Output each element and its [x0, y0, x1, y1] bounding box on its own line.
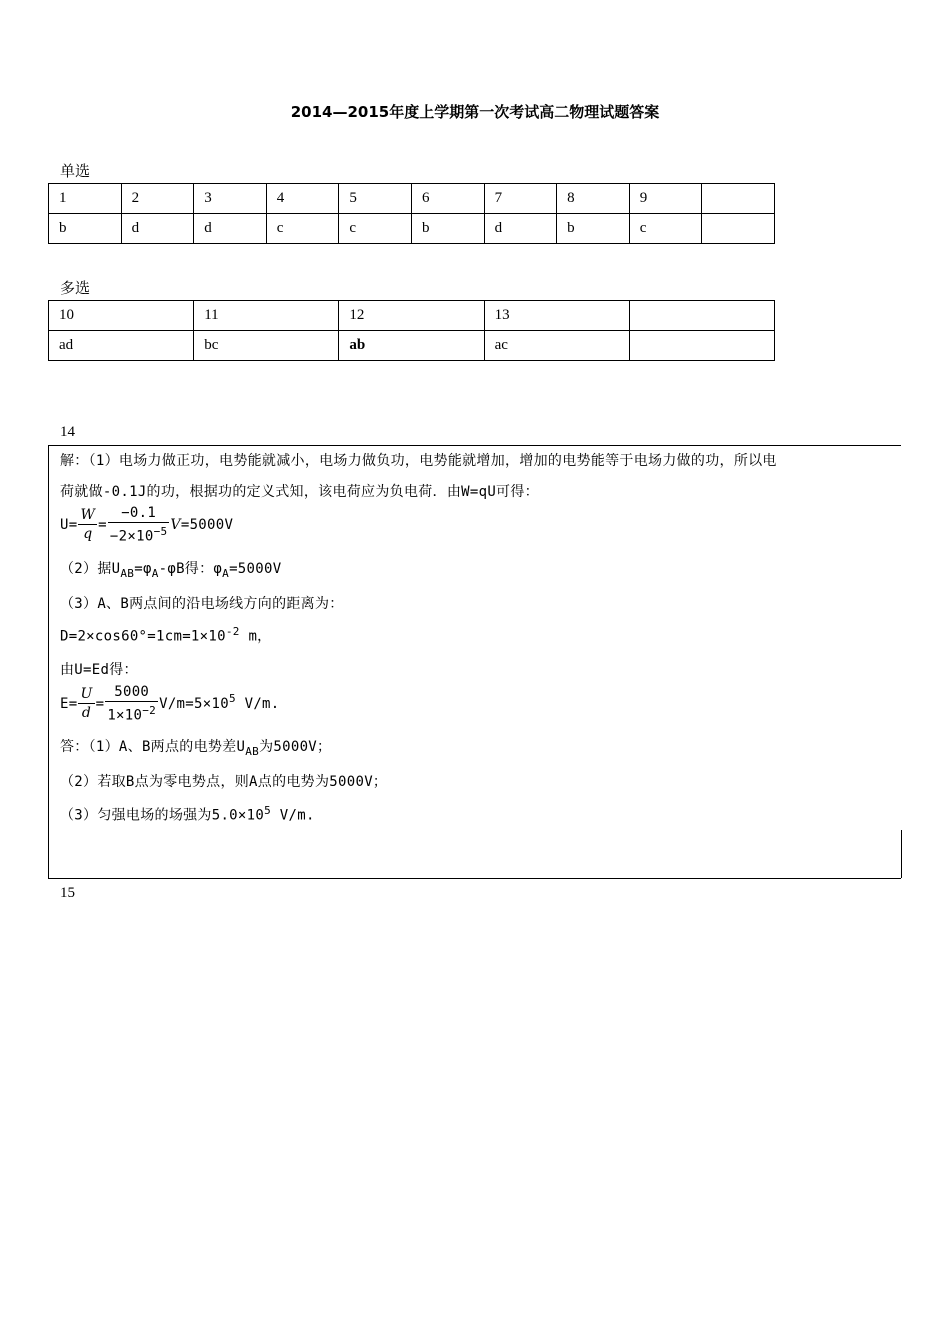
unit-v: V [170, 516, 181, 533]
table-cell: ac [484, 331, 629, 361]
fraction-value [105, 683, 158, 725]
table-cell [629, 331, 774, 361]
exponent: −2 [142, 704, 157, 717]
table-cell [702, 214, 775, 244]
table-cell: d [121, 214, 194, 244]
table-cell: d [194, 214, 267, 244]
fraction-denominator [108, 523, 170, 546]
table-row [49, 184, 775, 214]
table-cell: c [339, 214, 412, 244]
single-choice-label: 单选 [60, 162, 91, 180]
table-cell: bc [194, 331, 339, 361]
text-part: =5000V [229, 561, 282, 577]
formula-equals: = [95, 695, 105, 712]
exponent: −5 [153, 525, 168, 538]
formula-u-prefix: U= [60, 516, 78, 533]
fraction-numerator: U [80, 686, 93, 703]
table-cell: 6 [411, 184, 484, 214]
table-cell: b [411, 214, 484, 244]
single-choice-table [48, 183, 775, 244]
box-right-border [901, 830, 902, 878]
solution-line-7: 由U=Ed得： [60, 662, 138, 678]
table-cell: b [49, 214, 122, 244]
multi-choice-table [48, 300, 775, 361]
solution-line-5: （3）A、B两点间的沿电场线方向的距离为： [60, 596, 344, 612]
question-15-number: 15 [60, 885, 75, 901]
text-part: V/m. [235, 695, 280, 712]
table-cell: c [629, 214, 702, 244]
exponent: 5 [264, 804, 272, 817]
text-part: V/m=5×10 [159, 695, 229, 712]
formula-u [60, 504, 233, 546]
text-part: V/m. [271, 807, 315, 824]
table-cell [629, 301, 774, 331]
text-part: D=2×cos60°=1cm=1×10 [60, 628, 226, 645]
subscript: AB [245, 744, 260, 758]
table-row [49, 301, 775, 331]
fraction-denominator: q [83, 526, 93, 543]
question-14-number: 14 [60, 424, 75, 440]
fraction-denominator [105, 702, 158, 725]
fraction-value [108, 504, 170, 546]
multi-choice-label: 多选 [60, 279, 91, 297]
table-cell: 8 [557, 184, 630, 214]
table-cell: 4 [266, 184, 339, 214]
table-cell: 11 [194, 301, 339, 331]
table-cell: 7 [484, 184, 557, 214]
table-cell: 9 [629, 184, 702, 214]
table-cell: 12 [339, 301, 484, 331]
subscript: A [151, 566, 159, 580]
table-cell: ab [339, 331, 484, 361]
table-cell: 1 [49, 184, 122, 214]
fraction-numerator: −0.1 [108, 504, 170, 523]
fraction-denominator-base: 1×10 [107, 707, 143, 724]
formula-e [60, 683, 280, 725]
solution-line-1: 解：（1）电场力做正功，电势能就减小，电场力做负功，电势能就增加，增加的电势能等于电场力做的功，所以电 [60, 453, 777, 469]
solution-line-2: 荷就做-0.1J的功，根据功的定义式知，该电荷应为负电荷．由W=qU可得： [60, 484, 539, 500]
fraction-w-over-q [78, 506, 97, 543]
table-cell: d [484, 214, 557, 244]
table-cell: 3 [194, 184, 267, 214]
text-part: m， [239, 628, 272, 645]
fraction-u-over-d [78, 685, 94, 722]
table-cell: 2 [121, 184, 194, 214]
text-part: （3）匀强电场的场强为5.0×10 [60, 807, 265, 824]
formula-equals: = [98, 516, 107, 533]
solution-line-6 [60, 625, 271, 646]
page-title: 2014—2015年度上学期第一次考试高二物理试题答案 [290, 103, 660, 121]
table-cell: 13 [484, 301, 629, 331]
exponent: 5 [228, 692, 236, 706]
fraction-numerator: W [80, 507, 96, 524]
table-cell: b [557, 214, 630, 244]
table-cell: c [266, 214, 339, 244]
table-cell: ad [49, 331, 194, 361]
formula-u-result: =5000V [180, 516, 234, 533]
table-cell [702, 184, 775, 214]
fraction-numerator: 5000 [105, 683, 158, 702]
table-cell: 10 [49, 301, 194, 331]
table-cell: 5 [339, 184, 412, 214]
exponent: -2 [225, 625, 240, 638]
solution-line-4 [60, 558, 281, 580]
text-part: =φ [134, 561, 152, 577]
table-row [49, 331, 775, 361]
text-part: 答：（1）A、B两点的电势差U [60, 739, 246, 755]
subscript: A [222, 566, 230, 580]
answer-line-1 [60, 736, 331, 758]
text-part: -φB得：φ [158, 561, 223, 577]
text-part: 为5000V； [259, 739, 332, 755]
table-row [49, 214, 775, 244]
fraction-denominator-base: −2×10 [109, 528, 154, 545]
answer-line-3 [60, 804, 315, 825]
formula-e-prefix: E= [60, 695, 78, 712]
fraction-denominator: d [81, 705, 92, 722]
answer-line-2: （2）若取B点为零电势点，则A点的电势为5000V； [60, 774, 388, 790]
subscript: AB [120, 566, 135, 580]
text-part: （2）据U [60, 561, 121, 577]
